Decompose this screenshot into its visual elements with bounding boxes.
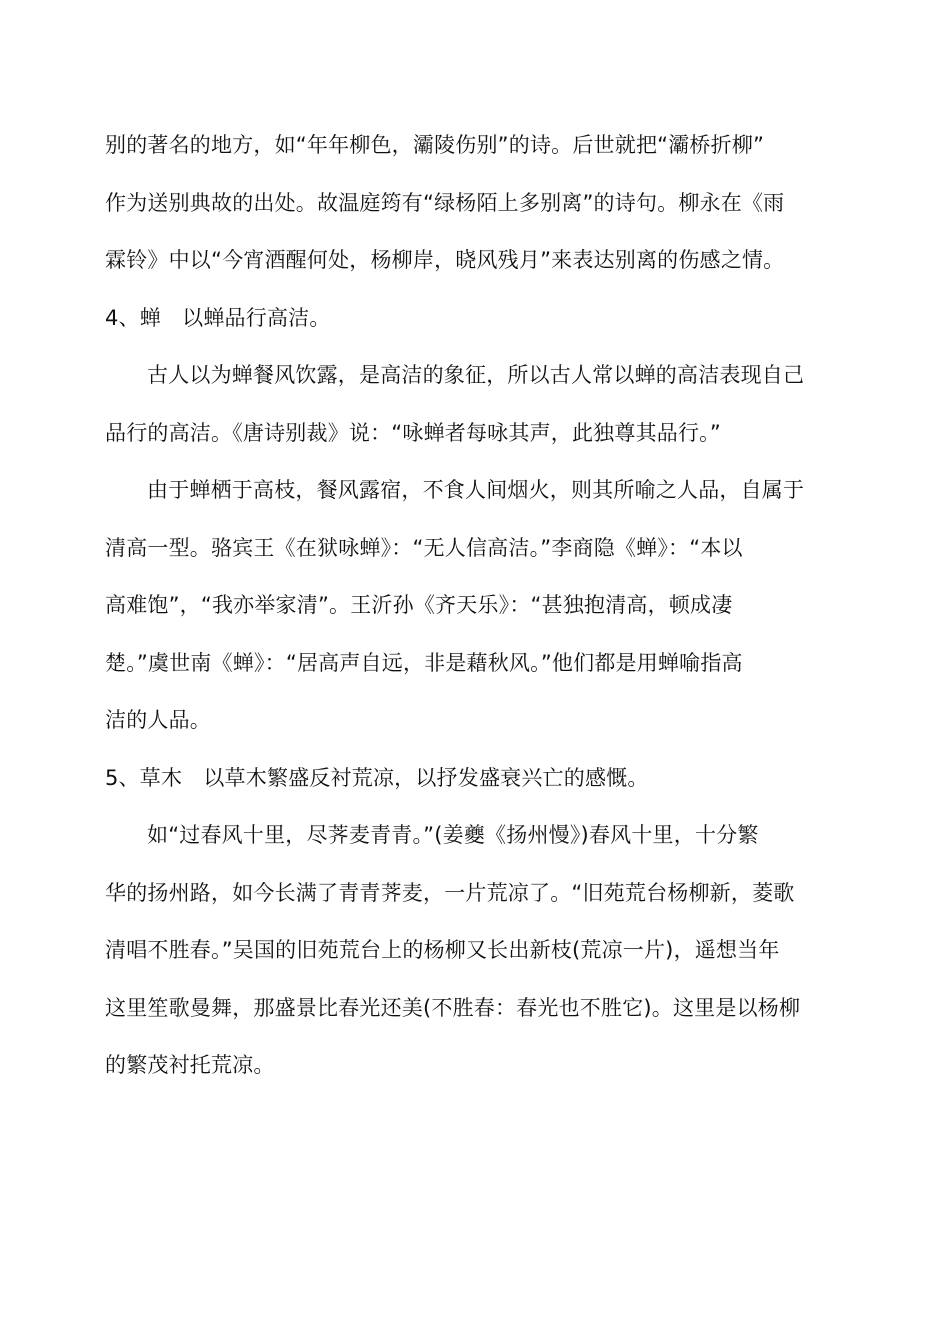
paragraph-line-15: 清唱不胜春。”吴国的旧苑荒台上的杨柳又长出新枝(荒凉一片)，遥想当年 <box>105 938 780 962</box>
paragraph-line-6: 品行的高洁。《唐诗别裁》说：“咏蝉者每咏其声，此独尊其品行。” <box>105 420 721 445</box>
paragraph-line-14: 华的扬州路，如今长满了青青荠麦，一片荒凉了。“旧苑荒台杨柳新，菱歌 <box>105 880 795 905</box>
document-body <box>105 117 841 1095</box>
paragraph-line-11: 洁的人品。 <box>105 708 211 732</box>
paragraph-line-5: 古人以为蝉餐风饮露，是高洁的象征，所以古人常以蝉的高洁表现自己 <box>147 363 805 387</box>
section-heading-cicada: 4、蝉 以蝉品行高洁。 <box>105 305 331 330</box>
paragraph-line-7: 由于蝉栖于高枝，餐风露宿，不食人间烟火，则其所喻之人品，自属于 <box>147 478 805 502</box>
paragraph-line-3: 霖铃》中以“今宵酒醒何处，杨柳岸，晓风残月”来表达别离的伤感之情。 <box>105 248 785 272</box>
paragraph-line-17: 的繁茂衬托荒凉。 <box>105 1053 275 1077</box>
paragraph-line-1: 别的著名的地方，如“年年柳色，灞陵伤别”的诗。后世就把“灞桥折柳” <box>105 133 765 157</box>
paragraph-line-8: 清高一型。骆宾王《在狱咏蝉》：“无人信高洁。”李商隐《蝉》：“本以 <box>105 535 743 560</box>
paragraph-line-13: 如“过春风十里，尽荠麦青青。”(姜夔《扬州慢》)春风十里，十分繁 <box>147 823 759 847</box>
paragraph-line-2: 作为送别典故的出处。故温庭筠有“绿杨陌上多别离”的诗句。柳永在《雨 <box>105 190 785 215</box>
paragraph-line-9: 高难饱”，“我亦举家清”。王沂孙《齐天乐》：“甚独抱清高，顿成凄 <box>105 593 733 617</box>
section-heading-vegetation: 5、草木 以草木繁盛反衬荒凉，以抒发盛衰兴亡的感慨。 <box>105 765 649 790</box>
paragraph-line-10: 楚。”虞世南《蝉》：“居高声自远，非是藉秋风。”他们都是用蝉喻指高 <box>105 650 743 675</box>
paragraph-line-16: 这里笙歌曼舞，那盛景比春光还美(不胜春：春光也不胜它)。这里是以杨柳 <box>105 995 801 1020</box>
